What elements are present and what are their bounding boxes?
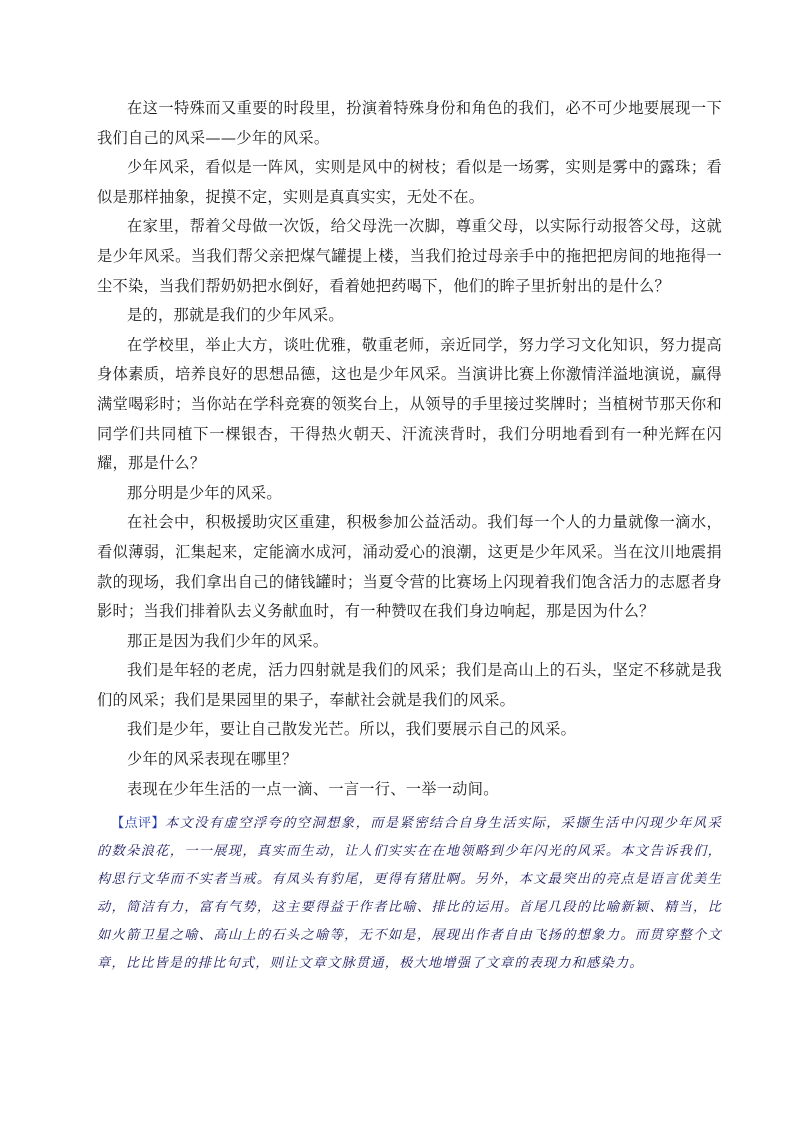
essay-paragraph: 我们是少年，要让自己散发光芒。所以，我们要展示自己的风采。: [127, 720, 577, 739]
essay-paragraph: 在家里，帮着父母做一次饭，给父母洗一次脚，尊重父母，以实际行动报答父母，这就是少年风采。当我们帮父亲把煤气罐提上楼，当我们抢过母亲手中的拖把把房间的地拖得一尘不染，当我们帮奶奶把水倒好，看着她把药喝下，他们的眸子里折射出的是什么？: [97, 217, 722, 295]
essay-paragraph: 是的，那就是我们的少年风采。: [127, 306, 344, 325]
review-text: 本文没有虚空浮夸的空洞想象，而是紧密结合自身生活实际，采撷生活中闪现少年风采的数朵浪花，一一展现，真实而生动，让人们实实在在地领略到少年闪光的风采。本文告诉我们，构思行文华而不实者当戒。有凤头有豹尾，更得有猪肚啊。另外，本文最突出的亮点是语言优美生动，简洁有力，富有气势，这主要得益于作者比喻、排比的运用。首尾几段的比喻新颖、精当，比如火箭卫星之喻、高山上的石头之喻等，无不如是，展现出作者自由飞扬的想象力。而贯穿整个文章，比比皆是的排比句式，则让文章文脉贯通，极大地增强了文章的表现力和感染力。: [97, 816, 722, 972]
essay-paragraph: 在学校里，举止大方，谈吐优雅，敬重老师，亲近同学，努力学习文化知识，努力提高身体素质，培养良好的思想品德，这也是少年风采。当演讲比赛上你激情洋溢地演说，赢得满堂喝彩时；当你站在学科竞赛的领奖台上，从领导的手里接过奖牌时；当植树节那天你和同学们共同植下一棵银杏，干得热火朝天、汗流浃背时，我们分明地看到有一种光辉在闪耀，那是什么？: [97, 335, 722, 473]
essay-paragraph: 在社会中，积极援助灾区重建，积极参加公益活动。我们每一个人的力量就像一滴水，看似薄弱，汇集起来，定能滴水成河，涌动爱心的浪潮，这更是少年风采。当在汶川地震捐款的现场，我们拿出自己的储钱罐时；当夏令营的比赛场上闪现着我们饱含活力的志愿者身影时；当我们排着队去义务献血时，有一种赞叹在我们身边响起，那是因为什么？: [97, 513, 722, 621]
essay-paragraph: 我们是年轻的老虎，活力四射就是我们的风采；我们是高山上的石头，坚定不移就是我们的风采；我们是果园里的果子，奉献社会就是我们的风采。: [97, 661, 722, 709]
essay-paragraph: 那分明是少年的风采。: [127, 483, 282, 502]
essay-paragraph: 那正是因为我们少年的风采。: [127, 631, 329, 650]
essay-paragraph: 在这一特殊而又重要的时段里，扮演着特殊身份和角色的我们，必不可少地要展现一下我们自己的风采——少年的风采。: [97, 99, 722, 147]
essay-paragraph: 少年的风采表现在哪里？: [127, 750, 298, 769]
essay-paragraph: 少年风采，看似是一阵风，实则是风中的树枝；看似是一场雾，实则是雾中的露珠；看似是那样抽象，捉摸不定，实则是真真实实，无处不在。: [97, 158, 722, 206]
essay-body: [97, 94, 722, 978]
essay-paragraph: 表现在少年生活的一点一滴、一言一行、一举一动间。: [127, 779, 499, 798]
review-comment: [97, 810, 722, 978]
review-tag: 【点评】: [111, 816, 165, 832]
